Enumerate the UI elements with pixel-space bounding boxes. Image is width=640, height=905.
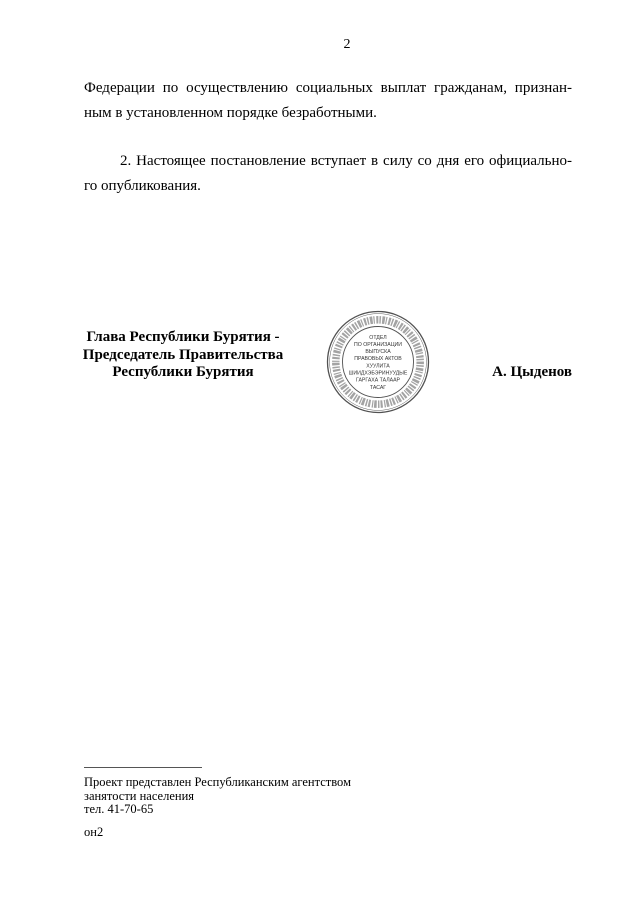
footer-note xyxy=(84,776,351,817)
signatory-title xyxy=(78,329,288,382)
page-number: 2 xyxy=(343,37,351,52)
paragraph-line: го опубликования. xyxy=(84,178,201,194)
signatory-name: А. Цыденов xyxy=(492,364,572,380)
stamp-text-line: ПО ОРГАНИЗАЦИИ xyxy=(354,342,402,348)
footer-line: тел. 41-70-65 xyxy=(84,802,154,816)
paragraph-1 xyxy=(84,76,572,126)
footer-line: занятости населения xyxy=(84,788,195,803)
paragraph-line: Федерации по осуществлению социальных выплат гражданам, признан- xyxy=(84,80,572,96)
footer-code: он2 xyxy=(84,825,104,839)
stamp-text-line: ПРАВОВЫХ АКТОВ xyxy=(354,356,402,362)
footer-divider xyxy=(84,767,202,768)
paragraph-line: 2. Настоящее постановление вступает в силу со дня его официально- xyxy=(120,153,572,169)
stamp-text-line: ГАРГАХА ТАЛААР xyxy=(355,377,401,384)
stamp-ring-lettering xyxy=(336,320,420,404)
paragraph-line: ным в установленном порядке безработными. xyxy=(84,105,377,121)
paragraph-2 xyxy=(84,149,572,199)
official-stamp xyxy=(326,310,430,414)
stamp-outer-inner-ring xyxy=(330,314,427,411)
stamp-text-line: ШИИДХЭБЭРИНУУДЫЕ xyxy=(348,370,408,377)
stamp-text-line: ВЫПУСКА xyxy=(365,349,391,355)
footer-line: Проект представлен Республиканским агентством xyxy=(84,775,351,789)
stamp-text-line: ХУУЛИТА xyxy=(366,363,390,370)
signatory-title-line: Республики Бурятия xyxy=(112,364,254,380)
stamp-text-line: ОТДЕЛ xyxy=(369,335,387,341)
stamp-text-line: ТАСАГ xyxy=(369,385,387,391)
signatory-title-line: Председатель Правительства xyxy=(82,346,284,363)
signatory-title-line: Глава Республики Бурятия - xyxy=(86,329,280,345)
